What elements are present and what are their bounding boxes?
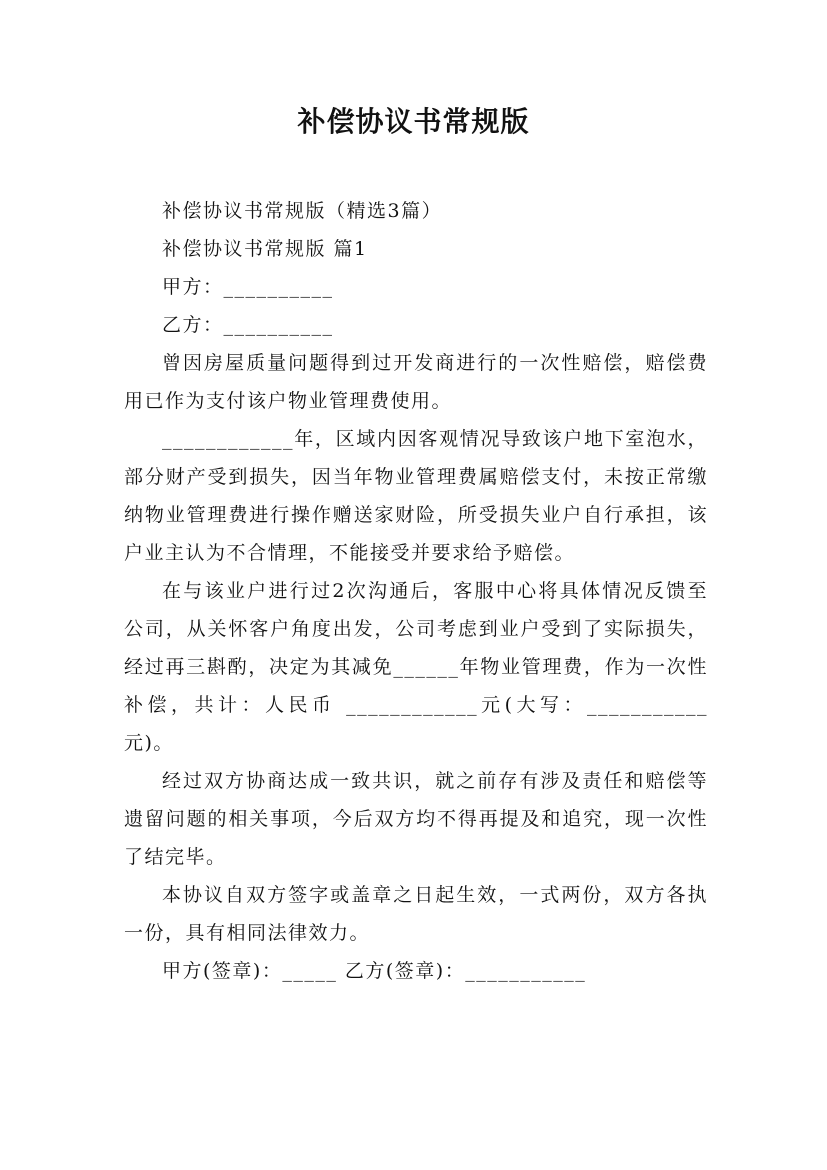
paragraph-settlement: 经过双方协商达成一致共识，就之前存有涉及责任和赔偿等遗留问题的相关事项，今后双方均不得再提及和追究，现一次性了结完毕。 [124, 770, 708, 868]
paragraph-incident: ____________年，区域内因客观情况导致该户地下室泡水，部分财产受到损失，因当年物业管理费属赔偿支付，未按正常缴纳物业管理费进行操作赠送家财险，所受损失业户自行承担，该户业主认为不合情理，不能接受并要求给予赔偿。 [124, 428, 708, 564]
subtitle-line: 补偿协议书常规版（精选3篇） [162, 200, 443, 222]
signature-line: 甲方(签章)：_____ 乙方(签章)：___________ [162, 960, 587, 982]
section-heading: 补偿协议书常规版 篇1 [162, 238, 368, 260]
document-body [124, 192, 708, 990]
party-b-line: 乙方：__________ [162, 314, 334, 336]
paragraph-background: 曾因房屋质量问题得到过开发商进行的一次性赔偿，赔偿费用已作为支付该户物业管理费使用。 [124, 352, 708, 412]
paragraph-effectiveness: 本协议自双方签字或盖章之日起生效，一式两份，双方各执一份，具有相同法律效力。 [124, 884, 708, 944]
paragraph-compensation: 在与该业户进行过2次沟通后，客服中心将具体情况反馈至公司，从关怀客户角度出发，公司考虑到业户受到了实际损失，经过再三斟酌，决定为其减免______年物业管理费，作为一次性补偿，共计：人民币 ____________元(大写：___________元)。 [124, 580, 708, 754]
party-a-line: 甲方：__________ [162, 276, 334, 298]
document-title: 补偿协议书常规版 [297, 105, 530, 138]
